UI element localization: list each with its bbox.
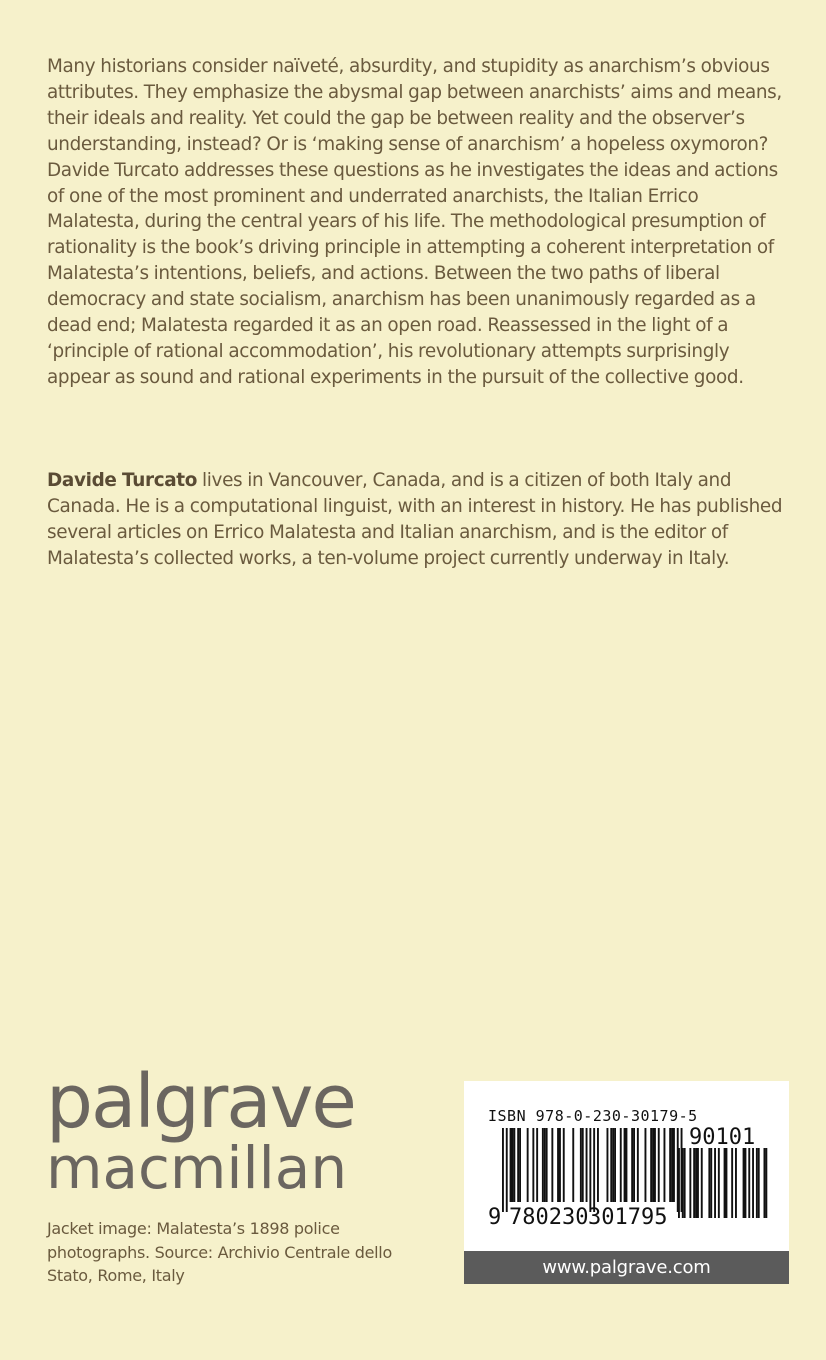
barcode-bar-21 xyxy=(589,1128,591,1212)
barcode-bar-20 xyxy=(586,1128,588,1202)
addon-bar-34 xyxy=(743,1148,745,1218)
addon-bar-39 xyxy=(752,1148,754,1218)
barcode-bar-1 xyxy=(506,1128,508,1212)
barcode-bar-14 xyxy=(557,1128,559,1202)
ean-group-left: 780230 xyxy=(509,1205,589,1230)
barcode-bar-27 xyxy=(614,1128,616,1202)
barcode-bar-38 xyxy=(658,1128,660,1202)
addon-bar-8 xyxy=(693,1148,695,1218)
barcode-bar-18 xyxy=(580,1128,582,1202)
addon-bar-25 xyxy=(726,1148,728,1218)
ean-group-right: 301795 xyxy=(588,1205,668,1230)
barcode-bar-0 xyxy=(502,1128,504,1212)
author-bio xyxy=(47,468,787,572)
barcode-bar-36 xyxy=(652,1128,654,1202)
barcode-bar-22 xyxy=(593,1128,595,1212)
addon-bar-9 xyxy=(695,1148,697,1218)
addon-bar-37 xyxy=(748,1148,750,1218)
addon-bar-30 xyxy=(735,1148,737,1218)
addon-bar-45 xyxy=(764,1148,766,1218)
barcode-bar-41 xyxy=(671,1128,673,1202)
barcode-bar-19 xyxy=(582,1128,584,1202)
barcode-bar-9 xyxy=(536,1128,538,1202)
barcode-bar-10 xyxy=(542,1128,544,1202)
addon-digits: 90101 xyxy=(689,1125,756,1150)
addon-bar-12 xyxy=(701,1148,703,1218)
barcode-bar-35 xyxy=(650,1128,652,1202)
addon-bar-21 xyxy=(718,1148,720,1218)
addon-bar-41 xyxy=(756,1148,758,1218)
barcode-bar-15 xyxy=(559,1128,561,1202)
barcode-bar-2 xyxy=(510,1128,512,1202)
addon-bar-2 xyxy=(682,1148,684,1218)
author-name: Davide Turcato xyxy=(47,470,198,491)
barcode-bar-5 xyxy=(517,1128,519,1202)
barcode-bar-42 xyxy=(673,1128,675,1202)
addon-bar-17 xyxy=(710,1148,712,1218)
barcode-bar-13 xyxy=(551,1128,553,1202)
barcode-bar-29 xyxy=(624,1128,626,1202)
barcode-bar-11 xyxy=(544,1128,546,1202)
publisher-logo xyxy=(46,1059,355,1202)
barcode-bar-30 xyxy=(626,1128,628,1202)
barcode-bar-37 xyxy=(654,1128,656,1202)
barcode-bar-31 xyxy=(631,1128,633,1202)
isbn-barcode xyxy=(464,1081,789,1251)
addon-bar-46 xyxy=(765,1148,767,1218)
barcode-bar-39 xyxy=(664,1128,666,1202)
barcode-bar-34 xyxy=(645,1128,647,1202)
barcode-bar-26 xyxy=(612,1128,614,1202)
jacket-image-credit: Jacket image: Malatesta’s 1898 police photographs. Source: Archivio Centrale dello Stato, Rome, Italy xyxy=(47,1219,392,1285)
ean-first-digit: 9 xyxy=(488,1205,502,1230)
addon-bar-24 xyxy=(724,1148,726,1218)
barcode-bar-16 xyxy=(563,1128,565,1202)
barcode-bar-25 xyxy=(610,1128,612,1202)
barcode-bar-40 xyxy=(669,1128,671,1202)
barcode-bar-32 xyxy=(633,1128,635,1202)
barcode-graphic xyxy=(464,1081,789,1251)
barcode-bar-7 xyxy=(527,1128,529,1202)
addon-bar-6 xyxy=(689,1148,691,1218)
barcode-bar-33 xyxy=(637,1128,639,1202)
isbn-label: ISBN 978-0-230-30179-5 xyxy=(488,1107,698,1125)
publisher-logo-line1: palgrave xyxy=(46,1059,355,1145)
barcode-bar-24 xyxy=(607,1128,609,1202)
addon-bar-35 xyxy=(745,1148,747,1218)
addon-bar-42 xyxy=(758,1148,760,1218)
barcode-bar-4 xyxy=(513,1128,515,1202)
barcode-bar-12 xyxy=(546,1128,548,1202)
addon-bar-3 xyxy=(684,1148,686,1218)
publisher-website[interactable]: www.palgrave.com xyxy=(464,1251,789,1284)
publisher-logo-line2: macmillan xyxy=(46,1134,348,1202)
addon-bar-16 xyxy=(708,1148,710,1218)
barcode-bar-3 xyxy=(512,1128,514,1202)
addon-bar-0 xyxy=(678,1148,680,1218)
author-bio-text: lives in Vancouver, Canada, and is a citizen of both Italy and Canada. He is a computational linguist, with an interest in history. He has published several articles on Errico Malatesta and Italian anarchism, and is the editor of Malatesta’s collected works, a ten-volume project currently underway in Italy. xyxy=(47,470,783,569)
back-cover-blurb: Many historians consider naïveté, absurdity, and stupidity as anarchism’s obvious attributes. They emphasize the abysmal gap between anarchists’ aims and means, their ideals and reality. Yet could the gap be between reality and the observer’s understanding, instead? Or is ‘making sense of anarchism’ a hopeless oxymoron? Davide Turcato addresses these questions as he investigates the ideas and actions of one of the most prominent and underrated anarchists, the Italian Errico Malatesta, during the central years of his life. The methodological presumption of rationality is the book’s driving principle in attempting a coherent interpretation of Malatesta’s intentions, beliefs, and actions. Between the two paths of liberal democracy and state socialism, anarchism has been unanimously regarded as a dead end; Malatesta regarded it as an open road. Reassessed in the light of a ‘principle of rational accommodation’, his revolutionary attempts surprisingly appear as sound and rational experiments in the pursuit of the collective good. xyxy=(47,56,782,388)
addon-bar-28 xyxy=(731,1148,733,1218)
addon-bar-10 xyxy=(697,1148,699,1218)
addon-bar-19 xyxy=(714,1148,716,1218)
barcode-bar-8 xyxy=(532,1128,534,1202)
barcode-bar-28 xyxy=(620,1128,622,1202)
barcode-bar-6 xyxy=(519,1128,521,1202)
barcode-bar-23 xyxy=(597,1128,599,1202)
barcode-bar-17 xyxy=(572,1128,574,1202)
